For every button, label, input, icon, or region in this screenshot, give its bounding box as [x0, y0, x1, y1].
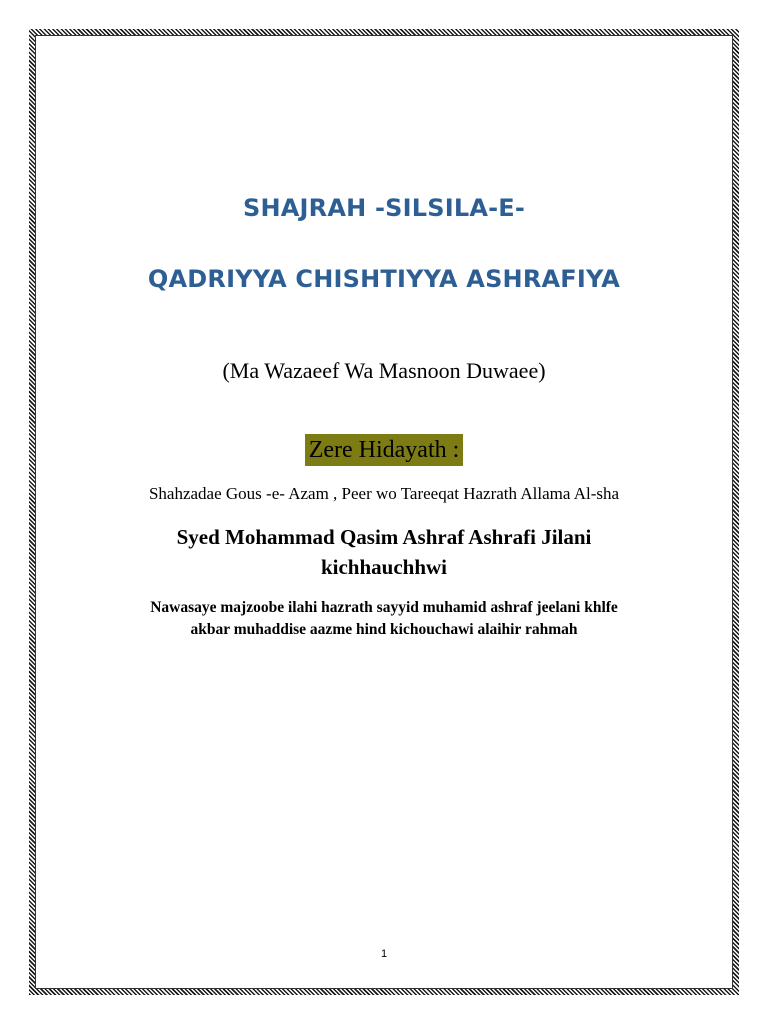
syed-name: [60, 522, 708, 582]
hidayath-label: Zere Hidayath :: [305, 434, 464, 466]
syed-name-line-2: kichhauchhwi: [320, 555, 448, 579]
syed-name-line-1: Syed Mohammad Qasim Ashraf Ashrafi Jilani: [176, 525, 592, 549]
nawasaye-paragraph: [60, 597, 708, 641]
subtitle: (Ma Wazaeef Wa Masnoon Duwaee): [222, 358, 546, 383]
nawasaye-line-1: Nawasaye majzoobe ilahi hazrath sayyid muhamid ashraf jeelani khlfe: [150, 599, 618, 616]
page-number: 1: [380, 948, 388, 960]
page-border-inner-line: [35, 35, 733, 989]
page-border: [29, 29, 739, 995]
nawasaye-line-2: akbar muhaddise aazme hind kichouchawi alaihir rahmah: [190, 621, 578, 638]
gous-line: Shahzadae Gous -e- Azam , Peer wo Tareeqat Hazrath Allama Al-sha: [148, 484, 620, 503]
title-line-2: QADRIYYA CHISHTIYYA ASHRAFIYA: [147, 265, 621, 293]
hidayath-heading: [60, 434, 708, 466]
title-line-1: SHAJRAH -SILSILA-E-: [242, 194, 526, 222]
